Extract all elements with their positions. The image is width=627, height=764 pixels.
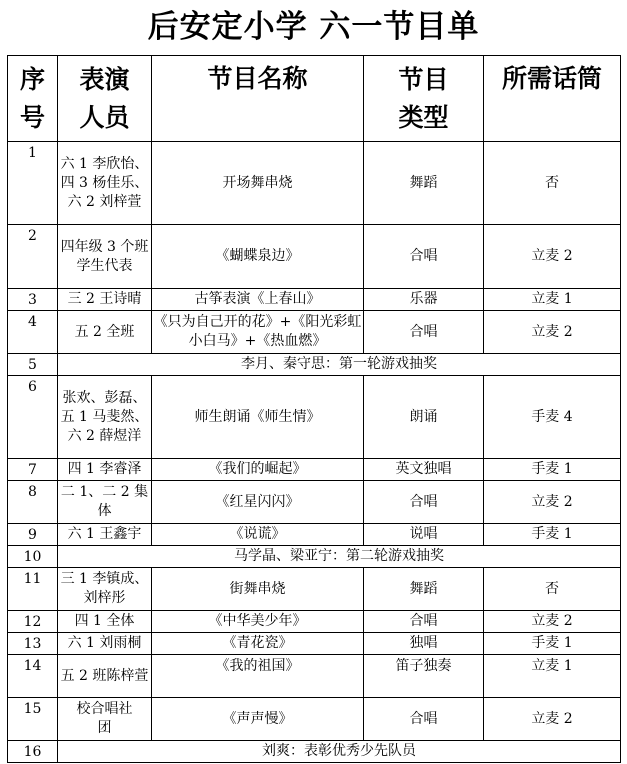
table-row	[8, 481, 621, 524]
page-title: 后安定小学 六一节目单	[147, 9, 480, 45]
interlude-text: 马学晶、梁亚宁：第二轮游戏抽奖	[58, 546, 621, 568]
header-seq: 序 号	[8, 56, 58, 142]
row-mic: 手麦 4	[484, 376, 621, 459]
interlude-text: 刘爽：表彰优秀少先队员	[58, 741, 621, 763]
interlude-text: 李月、秦守思：第一轮游戏抽奖	[58, 354, 621, 376]
row-mic: 立麦 2	[484, 611, 621, 633]
row-program-name: 《只为自己开的花》+《阳光彩虹小白马》+《热血燃》	[152, 311, 364, 354]
table-row	[8, 311, 621, 354]
row-mic: 否	[484, 142, 621, 225]
interlude-row	[8, 546, 621, 568]
row-program-type: 舞蹈	[364, 142, 484, 225]
program-table	[7, 55, 621, 763]
interlude-row	[8, 741, 621, 763]
table-row	[8, 225, 621, 289]
row-program-name: 开场舞串烧	[152, 142, 364, 225]
row-number: 1	[8, 142, 58, 225]
row-number: 6	[8, 376, 58, 459]
table-row	[8, 289, 621, 311]
row-program-name: 《我的祖国》	[152, 655, 364, 698]
row-program-type: 舞蹈	[364, 568, 484, 611]
header-mic: 所需话筒	[484, 56, 621, 142]
row-mic: 立麦 2	[484, 481, 621, 524]
row-program-type: 合唱	[364, 311, 484, 354]
table-row	[8, 611, 621, 633]
table-row	[8, 633, 621, 655]
row-number: 11	[8, 568, 58, 611]
row-number: 15	[8, 698, 58, 741]
table-row	[8, 459, 621, 481]
interlude-row	[8, 354, 621, 376]
row-mic: 立麦 2	[484, 311, 621, 354]
header-program-type: 节目 类型	[364, 56, 484, 142]
row-mic: 立麦 2	[484, 225, 621, 289]
header-performers: 表演 人员	[58, 56, 152, 142]
row-program-type: 说唱	[364, 524, 484, 546]
row-performers: 二 1、二 2 集体	[58, 481, 152, 524]
table-row	[8, 655, 621, 698]
row-mic: 否	[484, 568, 621, 611]
row-number: 9	[8, 524, 58, 546]
row-performers: 四 1 全体	[58, 611, 152, 633]
row-program-name: 《我们的崛起》	[152, 459, 364, 481]
row-performers: 张欢、彭磊、五 1 马斐然、六 2 薛煜洋	[58, 376, 152, 459]
row-performers: 四 1 李睿泽	[58, 459, 152, 481]
row-number: 7	[8, 459, 58, 481]
row-mic: 立麦 2	[484, 698, 621, 741]
row-number: 8	[8, 481, 58, 524]
table-row	[8, 376, 621, 459]
row-program-name: 《蝴蝶泉边》	[152, 225, 364, 289]
row-program-name: 《说谎》	[152, 524, 364, 546]
row-program-name: 《青花瓷》	[152, 633, 364, 655]
row-program-name: 《中华美少年》	[152, 611, 364, 633]
row-mic: 立麦 1	[484, 655, 621, 698]
row-number: 2	[8, 225, 58, 289]
header-row	[8, 56, 621, 142]
row-number: 12	[8, 611, 58, 633]
row-number: 10	[8, 546, 58, 568]
row-program-name: 师生朗诵《师生情》	[152, 376, 364, 459]
row-number: 5	[8, 354, 58, 376]
row-program-type: 合唱	[364, 225, 484, 289]
row-performers: 三 2 王诗晴	[58, 289, 152, 311]
row-number: 13	[8, 633, 58, 655]
row-program-name: 街舞串烧	[152, 568, 364, 611]
row-program-type: 笛子独奏	[364, 655, 484, 698]
row-program-name: 《声声慢》	[152, 698, 364, 741]
row-performers: 四年级 3 个班学生代表	[58, 225, 152, 289]
row-program-type: 朗诵	[364, 376, 484, 459]
row-number: 16	[8, 741, 58, 763]
row-mic: 手麦 1	[484, 524, 621, 546]
row-program-type: 英文独唱	[364, 459, 484, 481]
table-row	[8, 698, 621, 741]
row-performers: 六 1 李欣怡、四 3 杨佳乐、六 2 刘梓萱	[58, 142, 152, 225]
row-number: 3	[8, 289, 58, 311]
row-program-type: 合唱	[364, 698, 484, 741]
row-number: 4	[8, 311, 58, 354]
row-mic: 手麦 1	[484, 633, 621, 655]
row-performers: 六 1 刘雨桐	[58, 633, 152, 655]
row-performers: 五 2 班陈梓萱	[58, 655, 152, 698]
table-row	[8, 568, 621, 611]
row-program-name: 古筝表演《上春山》	[152, 289, 364, 311]
row-program-type: 独唱	[364, 633, 484, 655]
row-program-name: 《红星闪闪》	[152, 481, 364, 524]
table-row	[8, 142, 621, 225]
row-mic: 手麦 1	[484, 459, 621, 481]
header-program-name: 节目名称	[152, 56, 364, 142]
row-program-type: 乐器	[364, 289, 484, 311]
row-mic: 立麦 1	[484, 289, 621, 311]
row-performers: 六 1 王鑫宇	[58, 524, 152, 546]
row-performers: 校合唱社团	[58, 698, 152, 741]
row-program-type: 合唱	[364, 481, 484, 524]
row-performers: 五 2 全班	[58, 311, 152, 354]
row-program-type: 合唱	[364, 611, 484, 633]
table-row	[8, 524, 621, 546]
row-number: 14	[8, 655, 58, 698]
row-performers: 三 1 李镇成、刘梓彤	[58, 568, 152, 611]
